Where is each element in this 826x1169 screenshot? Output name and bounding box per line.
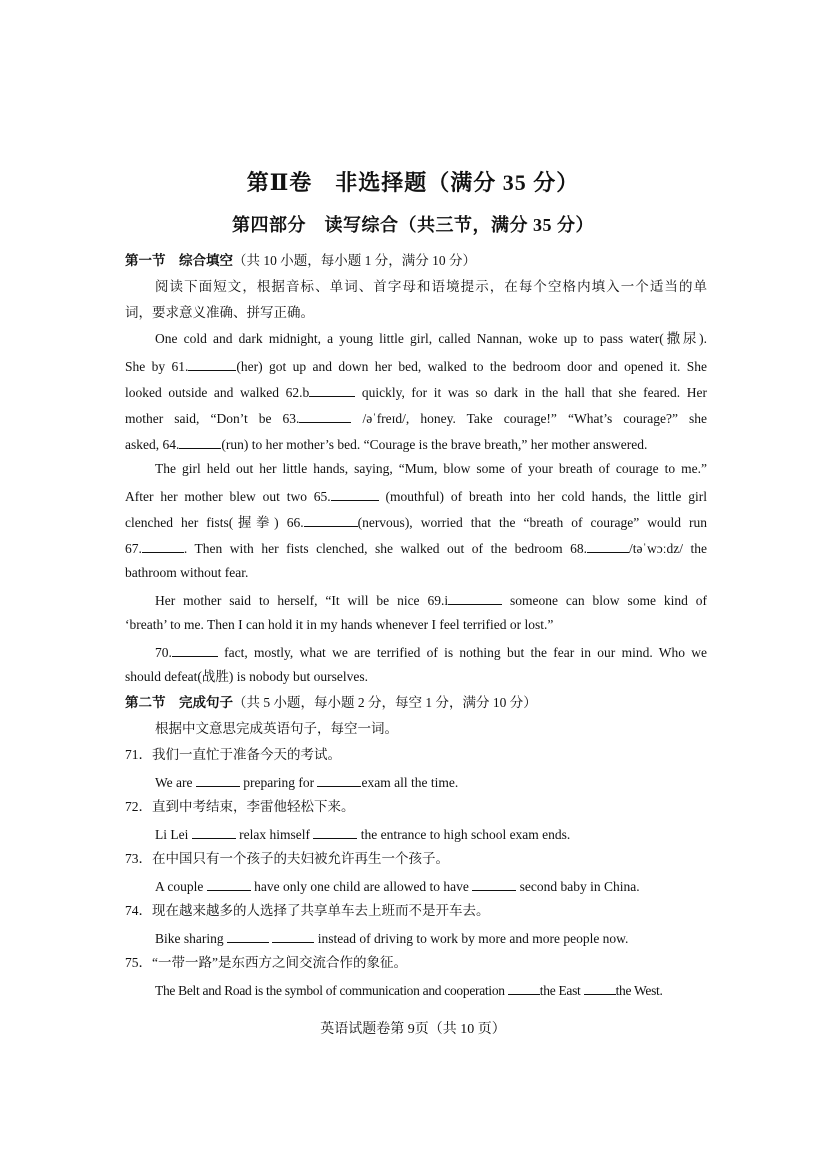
passage-text: Her mother said to herself, “It will be nice 69.i <box>155 593 449 608</box>
passage-line: ‘breath’ to me. Then I can hold it in my hands whenever I feel terrified or lost.” <box>125 617 554 632</box>
passage-line: One cold and dark midnight, a young little girl, called Nannan, woke up to pass water(撒尿). <box>155 331 707 346</box>
question-71-chinese: 71．我们一直忙于准备今天的考试。 <box>125 747 341 762</box>
section1-desc: （共 10 小题，每小题 1 分，满分 10 分） <box>233 253 476 268</box>
section1-instruction-line2: 词，要求意义准确、拼写正确。 <box>125 305 314 320</box>
sentence-text: the entrance to high school exam ends. <box>357 827 571 842</box>
passage-text: fact, mostly, what we are terrified of is nothing but the fear in our mind. Who we <box>217 645 707 660</box>
blank-67[interactable] <box>142 538 184 553</box>
blank-64[interactable] <box>179 434 221 449</box>
section2-instruction: 根据中文意思完成英语句子，每空一词。 <box>155 721 398 736</box>
question-71-english <box>155 772 737 792</box>
sentence-text: Bike sharing <box>155 931 227 946</box>
sentence-text: instead of driving to work by more and more people now. <box>314 931 629 946</box>
passage-text: /təˈwɔːdz/ the <box>629 541 707 556</box>
blank-73b[interactable] <box>472 876 516 891</box>
passage-line <box>125 408 707 428</box>
blank-70[interactable] <box>172 642 218 657</box>
passage-text: 70. <box>155 645 172 660</box>
question-72-chinese: 72．直到中考结束，李雷他轻松下来。 <box>125 799 355 814</box>
passage-line <box>125 538 707 558</box>
blank-73a[interactable] <box>207 876 251 891</box>
section1-header <box>125 252 707 270</box>
passage-text: quickly, for it was so dark in the hall that she feared. Her <box>355 385 708 400</box>
passage-text: clenched her fists(握拳) 66. <box>125 515 304 530</box>
blank-68[interactable] <box>587 538 629 553</box>
page-footer: 英语试题卷第 9页（共 10 页） <box>320 1022 506 1037</box>
passage-line: The girl held out her little hands, saying, “Mum, blow some of your breath of courage to me.” <box>155 461 707 476</box>
question-73-english <box>155 876 737 896</box>
section1-instruction-line1: 阅读下面短文，根据音标、单词、首字母和语境提示，在每个空格内填入一个适当的单 <box>155 279 707 294</box>
sentence-text: Li Lei <box>155 827 192 842</box>
blank-65[interactable] <box>331 486 379 501</box>
sentence-text: A couple <box>155 879 207 894</box>
passage-text: 67. <box>125 541 142 556</box>
blank-75b[interactable] <box>584 980 616 995</box>
passage-text: . Then with her fists clenched, she walked out of the bedroom 68. <box>183 541 587 556</box>
section2-desc: （共 5 小题，每小题 2 分，每空 1 分，满分 10 分） <box>233 695 537 710</box>
blank-72b[interactable] <box>313 824 357 839</box>
blank-74b[interactable] <box>272 928 314 943</box>
question-74-english <box>155 928 737 948</box>
section2-header <box>125 694 707 712</box>
blank-62[interactable] <box>309 382 355 397</box>
part-heading: 第四部分 读写综合（共三节，满分 35 分） <box>232 215 594 235</box>
question-75-chinese: 75．“一带一路”是东西方之间交流合作的象征。 <box>125 955 407 970</box>
passage-text: looked outside and walked 62.b <box>125 385 310 400</box>
passage-line: bathroom without fear. <box>125 565 249 580</box>
passage-text: asked, 64. <box>125 437 180 452</box>
passage-line <box>125 486 707 506</box>
passage-line <box>125 512 707 532</box>
sentence-text: The Belt and Road is the symbol of communication and cooperation <box>155 983 508 998</box>
passage-text: /əˈfreɪd/, honey. Take courage!” “What’s courage?” she <box>351 411 707 426</box>
passage-line <box>125 356 707 376</box>
sentence-text: exam all the time. <box>361 775 459 790</box>
sentence-text: preparing for <box>239 775 318 790</box>
passage-text: (her) got up and down her bed, walked to the bedroom door and opened it. She <box>236 359 708 374</box>
sentence-text: the East <box>539 983 584 998</box>
sentence-text: second baby in China. <box>516 879 640 894</box>
passage-text: (run) to her mother’s bed. “Courage is the brave breath,” her mother answered. <box>221 437 648 452</box>
passage-line: should defeat(战胜) is nobody but ourselves. <box>125 669 368 684</box>
question-73-chinese: 73．在中国只有一个孩子的夫妇被允许再生一个孩子。 <box>125 851 449 866</box>
passage-text: mother said, “Don’t be 63. <box>125 411 300 426</box>
question-75-english <box>155 980 737 1000</box>
sentence-text: have only one child are allowed to have <box>250 879 473 894</box>
blank-71b[interactable] <box>317 772 361 787</box>
blank-69[interactable] <box>448 590 502 605</box>
volume-heading: 第Ⅱ卷 非选择题（满分 35 分） <box>246 170 580 195</box>
sentence-text: the West. <box>615 983 663 998</box>
blank-74a[interactable] <box>227 928 269 943</box>
passage-line <box>125 434 707 454</box>
section2-label: 第二节 完成句子 <box>125 695 233 710</box>
passage-text: She by 61. <box>125 359 189 374</box>
passage-text: After her mother blew out two 65. <box>125 489 331 504</box>
blank-75a[interactable] <box>508 980 540 995</box>
passage-text: (mouthful) of breath into her cold hands, the little girl <box>378 489 707 504</box>
blank-72a[interactable] <box>192 824 236 839</box>
blank-63[interactable] <box>299 408 351 423</box>
blank-61[interactable] <box>188 356 236 371</box>
passage-line <box>125 382 707 402</box>
sentence-text: We are <box>155 775 196 790</box>
question-74-chinese: 74．现在越来越多的人选择了共享单车去上班而不是开车去。 <box>125 903 490 918</box>
passage-text: someone can blow some kind of <box>502 593 708 608</box>
sentence-text: relax himself <box>235 827 314 842</box>
blank-66[interactable] <box>304 512 358 527</box>
passage-text: (nervous), worried that the “breath of courage” would run <box>357 515 707 530</box>
passage-line <box>155 642 707 662</box>
section1-label: 第一节 综合填空 <box>125 253 233 268</box>
blank-71a[interactable] <box>196 772 240 787</box>
question-72-english <box>155 824 737 844</box>
passage-line <box>155 590 707 610</box>
